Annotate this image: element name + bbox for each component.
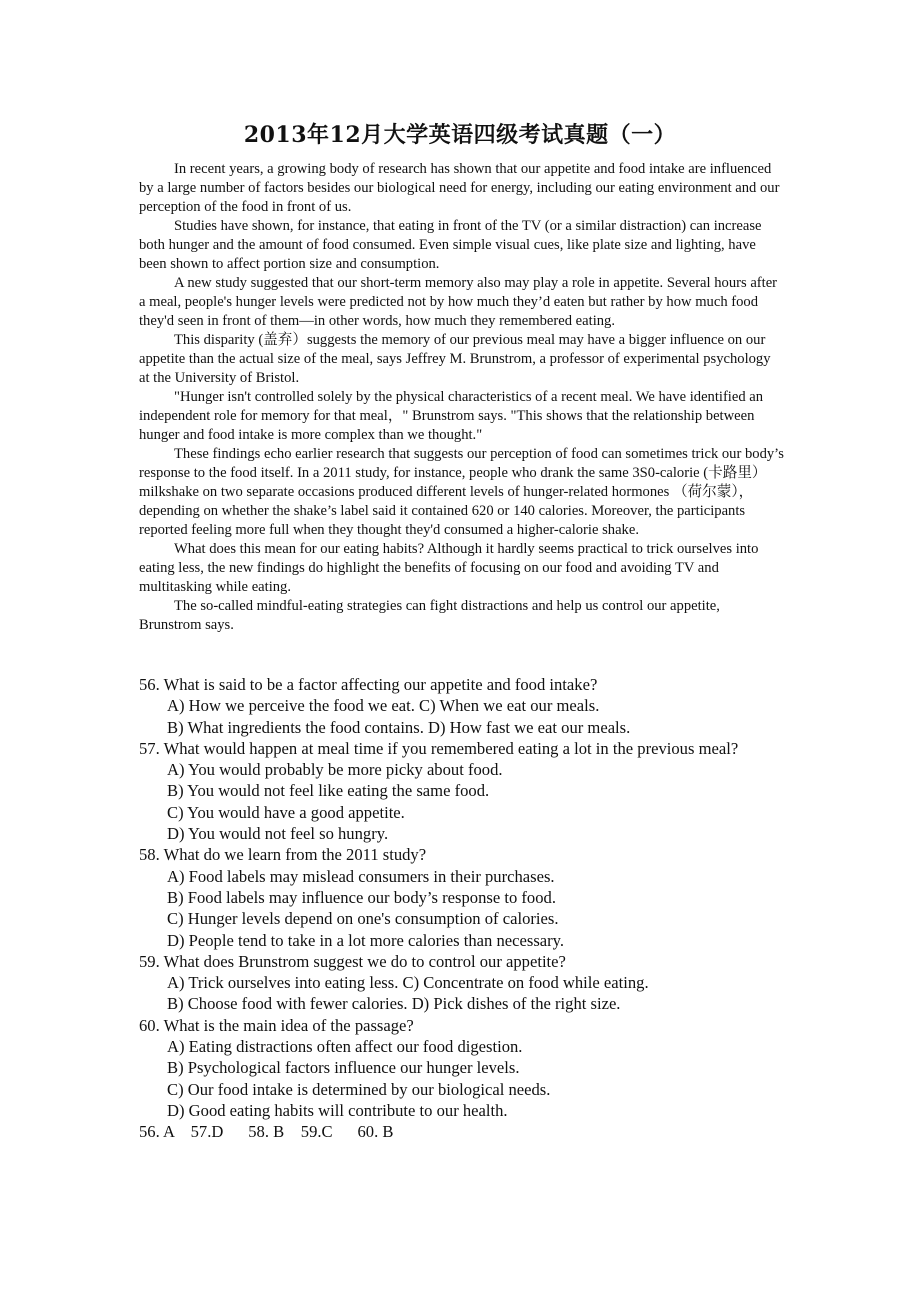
question-56 [139,674,789,738]
question-option: A) Eating distractions often affect our food digestion. [167,1037,523,1057]
reading-passage [139,160,784,635]
passage-paragraph-2: Studies have shown, for instance, that eating in front of the TV (or a similar distraction) can increase both hunger and the amount of food consumed. Even simple visual cues, like plate size and lighting, have been shown to affect portion size and consumption. [139,218,762,272]
question-option: A) How we perceive the food we eat. C) When we eat our meals. [167,696,600,716]
question-57 [139,738,789,844]
question-option: B) Food labels may influence our body’s response to food. [167,887,556,907]
question-option: B) What ingredients the food contains. D) How fast we eat our meals. [167,717,631,737]
passage-paragraph-1: In recent years, a growing body of research has shown that our appetite and food intake are influenced by a large number of factors besides our biological need for energy, including our eating environment and our perception of the food in front of us. [139,161,780,215]
question-section [139,674,789,1143]
question-option: A) You would probably be more picky about food. [167,760,503,780]
question-option: A) Food labels may mislead consumers in their purchases. [167,866,555,886]
answer-key: 56. A 57.D 58. B 59.C 60. B [139,1122,394,1142]
question-option: D) People tend to take in a lot more calories than necessary. [167,930,565,950]
passage-paragraph-6: These findings echo earlier research that suggests our perception of food can sometimes trick our body’s response to the food itself. In a 2011 study, for instance, people who drank the same 3S0-calorie (卡路里）milkshake on two separate occasions produced different levels of hunger-related hormones （荷尔蒙），depending on whether the shake’s label said it contained 620 or 140 calories. Moreover, the participants reported feeling more full when they thought they'd consumed a higher-calorie shake. [139,446,784,538]
question-option: C) Hunger levels depend on one's consumption of calories. [167,909,559,929]
question-58 [139,844,789,950]
question-stem: 60. What is the main idea of the passage? [139,1015,414,1035]
document-title: 2013年12月大学英语四级考试真题（一） [243,122,677,148]
question-60 [139,1015,789,1121]
passage-paragraph-7: What does this mean for our eating habits? Although it hardly seems practical to trick ourselves into eating less, the new findings do highlight the benefits of focusing on our food and avoiding TV and multitasking while eating. [139,541,759,595]
question-59 [139,951,789,1015]
question-option: D) You would not feel so hungry. [167,824,389,844]
question-option: C) You would have a good appetite. [167,802,405,822]
question-stem: 58. What do we learn from the 2011 study? [139,845,427,865]
question-stem: 59. What does Brunstrom suggest we do to control our appetite? [139,951,566,971]
passage-paragraph-3: A new study suggested that our short-term memory also may play a role in appetite. Several hours after a meal, people's hunger levels were predicted not by how much they’d eaten but rather by how much food they'd seen in front of them—in other words, how much they remembered eating. [139,275,778,329]
question-stem: 56. What is said to be a factor affecting our appetite and food intake? [139,675,598,694]
question-option: B) Psychological factors influence our hunger levels. [167,1058,520,1078]
question-option: B) Choose food with fewer calories. D) Pick dishes of the right size. [167,994,621,1014]
question-option: B) You would not feel like eating the same food. [167,781,490,801]
passage-paragraph-5: "Hunger isn't controlled solely by the physical characteristics of a recent meal. We have identified an independent role for memory for that meal，" Brunstrom says. "This shows that the relationship between hunger and food intake is more complex than we thought." [139,389,764,443]
question-option: D) Good eating habits will contribute to our health. [167,1100,508,1120]
passage-paragraph-8: The so-called mindful-eating strategies can fight distractions and help us control our appetite, Brunstrom says. [139,598,720,633]
question-option: C) Our food intake is determined by our biological needs. [167,1079,551,1099]
question-stem: 57. What would happen at meal time if you remembered eating a lot in the previous meal? [139,738,739,758]
passage-paragraph-4: This disparity (盖弃）suggests the memory of our previous meal may have a bigger influence on our appetite than the actual size of the meal, says Jeffrey M. Brunstrom, a professor of experimental psychology at the University of Bristol. [139,332,771,386]
question-option: A) Trick ourselves into eating less. C) Concentrate on food while eating. [167,973,649,993]
